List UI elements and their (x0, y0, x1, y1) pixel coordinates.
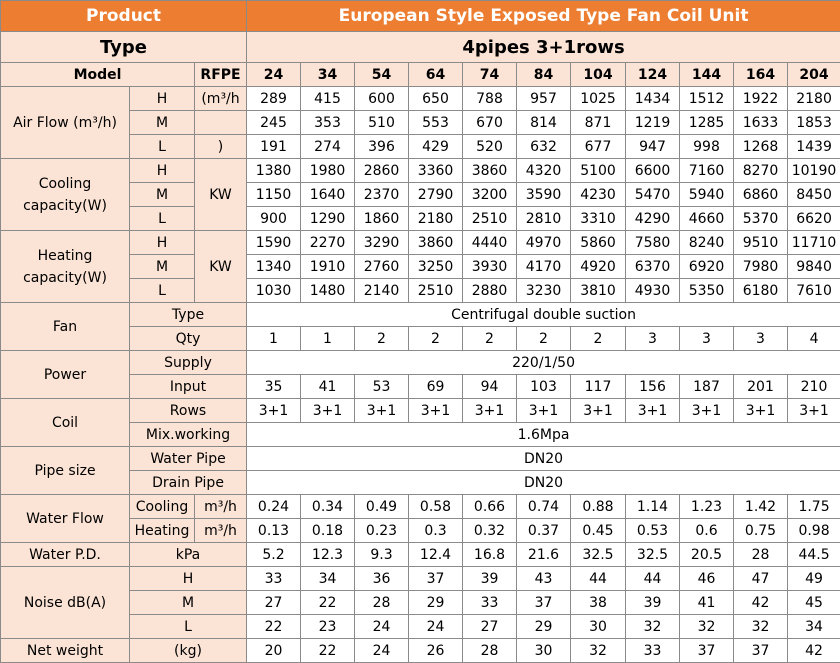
value-cell: 22 (301, 591, 355, 615)
value-cell: 3290 (355, 231, 409, 255)
value-cell: 0.66 (463, 495, 517, 519)
value-cell: 46 (680, 567, 734, 591)
value-cell: 27 (463, 615, 517, 639)
value-cell: 103 (517, 375, 571, 399)
value-cell: 3+1 (247, 399, 301, 423)
value-cell: 5.2 (247, 543, 301, 567)
model-cell: 74 (463, 63, 517, 87)
value-cell: 12.3 (301, 543, 355, 567)
value-cell: 3860 (463, 159, 517, 183)
type-label: Type (1, 32, 247, 63)
value-cell: 37 (680, 639, 734, 663)
drain-pipe-label: Drain Pipe (130, 471, 247, 495)
value-cell: 553 (409, 111, 463, 135)
value-cell: 11710 (788, 231, 840, 255)
value-cell: 32 (571, 639, 626, 663)
value-cell: 28 (355, 591, 409, 615)
value-cell: 39 (626, 591, 680, 615)
value-cell: 34 (788, 615, 840, 639)
value-cell: 27 (247, 591, 301, 615)
value-cell: 3+1 (734, 399, 788, 423)
value-cell: 2790 (409, 183, 463, 207)
value-cell: 6620 (788, 207, 840, 231)
value-cell: 9510 (734, 231, 788, 255)
level-label: M (130, 591, 247, 615)
level-label: M (130, 255, 195, 279)
value-cell: 998 (680, 135, 734, 159)
fan-qty-label: Qty (130, 327, 247, 351)
value-cell: 600 (355, 87, 409, 111)
unit-cell: kPa (130, 543, 247, 567)
value-cell: 2510 (409, 279, 463, 303)
coil-mix-label: Mix.working (130, 423, 247, 447)
value-cell: 957 (517, 87, 571, 111)
model-label: Model (1, 63, 195, 87)
type-value: 4pipes 3+1rows (247, 32, 840, 63)
value-cell: 0.24 (247, 495, 301, 519)
value-cell: 34 (301, 567, 355, 591)
value-cell: 32 (626, 615, 680, 639)
value-cell: 2880 (463, 279, 517, 303)
noise-label: Noise dB(A) (1, 567, 130, 639)
value-cell: 12.4 (409, 543, 463, 567)
level-label: L (130, 135, 195, 159)
value-cell: 5470 (626, 183, 680, 207)
value-cell: 1.14 (626, 495, 680, 519)
value-cell: 7580 (626, 231, 680, 255)
coil-label: Coil (1, 399, 130, 447)
value-cell: 24 (355, 615, 409, 639)
value-cell: 26 (409, 639, 463, 663)
value-cell: 2760 (355, 255, 409, 279)
power-supply-value: 220/1/50 (247, 351, 840, 375)
value-cell: 29 (517, 615, 571, 639)
value-cell: 3 (626, 327, 680, 351)
value-cell: 37 (517, 591, 571, 615)
value-cell: 8240 (680, 231, 734, 255)
value-cell: 0.23 (355, 519, 409, 543)
value-cell: 30 (571, 615, 626, 639)
value-cell: 22 (247, 615, 301, 639)
value-cell: 0.75 (734, 519, 788, 543)
value-cell: 32 (734, 615, 788, 639)
value-cell: 0.13 (247, 519, 301, 543)
level-label: H (130, 87, 195, 111)
value-cell: 6370 (626, 255, 680, 279)
value-cell: 1640 (301, 183, 355, 207)
value-cell: 53 (355, 375, 409, 399)
value-cell: 117 (571, 375, 626, 399)
net-weight-label: Net weight (1, 639, 130, 663)
model-unit-label: RFPE (195, 63, 247, 87)
value-cell: 8270 (734, 159, 788, 183)
coil-mix-value: 1.6Mpa (247, 423, 840, 447)
value-cell: 3250 (409, 255, 463, 279)
value-cell: 1853 (788, 111, 840, 135)
value-cell: 8450 (788, 183, 840, 207)
value-cell: 4320 (517, 159, 571, 183)
value-cell: 47 (734, 567, 788, 591)
label-line: capacity(W) (23, 269, 107, 286)
value-cell: 42 (788, 639, 840, 663)
water-flow-label: Water Flow (1, 495, 130, 543)
value-cell: 5940 (680, 183, 734, 207)
value-cell: 3860 (409, 231, 463, 255)
value-cell: 37 (734, 639, 788, 663)
value-cell: 29 (409, 591, 463, 615)
coil-rows-label: Rows (130, 399, 247, 423)
value-cell: 3+1 (788, 399, 840, 423)
value-cell: 2370 (355, 183, 409, 207)
value-cell: 28 (734, 543, 788, 567)
value-cell: 947 (626, 135, 680, 159)
value-cell: 4170 (517, 255, 571, 279)
value-cell: 415 (301, 87, 355, 111)
air-flow-label: Air Flow (m³/h) (1, 87, 130, 159)
value-cell: 21.6 (517, 543, 571, 567)
water-flow-mode-label: Heating (130, 519, 195, 543)
value-cell: 36 (355, 567, 409, 591)
value-cell: 670 (463, 111, 517, 135)
pipe-size-label: Pipe size (1, 447, 130, 495)
model-cell: 54 (355, 63, 409, 87)
value-cell: 3230 (517, 279, 571, 303)
value-cell: 7980 (734, 255, 788, 279)
value-cell: 274 (301, 135, 355, 159)
value-cell: 30 (517, 639, 571, 663)
value-cell: 0.45 (571, 519, 626, 543)
water-pipe-value: DN20 (247, 447, 840, 471)
value-cell: 4230 (571, 183, 626, 207)
value-cell: 2140 (355, 279, 409, 303)
value-cell: 24 (409, 615, 463, 639)
value-cell: 3590 (517, 183, 571, 207)
value-cell: 1439 (788, 135, 840, 159)
value-cell: 23 (301, 615, 355, 639)
value-cell: 4440 (463, 231, 517, 255)
value-cell: 2510 (463, 207, 517, 231)
value-cell: 44 (571, 567, 626, 591)
label-line: capacity(W) (23, 197, 107, 214)
value-cell: 2 (463, 327, 517, 351)
unit-cell: (m³/h (195, 87, 247, 111)
model-cell: 164 (734, 63, 788, 87)
value-cell: 900 (247, 207, 301, 231)
value-cell: 41 (301, 375, 355, 399)
value-cell: 0.37 (517, 519, 571, 543)
label-line: Cooling (38, 175, 92, 192)
power-supply-label: Supply (130, 351, 247, 375)
value-cell: 510 (355, 111, 409, 135)
value-cell: 1030 (247, 279, 301, 303)
product-title: European Style Exposed Type Fan Coil Unit (247, 1, 840, 32)
value-cell: 1434 (626, 87, 680, 111)
value-cell: 1922 (734, 87, 788, 111)
value-cell: 632 (517, 135, 571, 159)
value-cell: 3+1 (517, 399, 571, 423)
model-cell: 64 (409, 63, 463, 87)
level-label: L (130, 207, 195, 231)
value-cell: 396 (355, 135, 409, 159)
value-cell: 4970 (517, 231, 571, 255)
model-cell: 24 (247, 63, 301, 87)
value-cell: 0.58 (409, 495, 463, 519)
value-cell: 3360 (409, 159, 463, 183)
value-cell: 9840 (788, 255, 840, 279)
value-cell: 24 (355, 639, 409, 663)
value-cell: 1 (247, 327, 301, 351)
value-cell: 187 (680, 375, 734, 399)
value-cell: 3 (734, 327, 788, 351)
heating-capacity-label (1, 231, 130, 303)
model-cell: 84 (517, 63, 571, 87)
value-cell: 3+1 (680, 399, 734, 423)
value-cell: 1290 (301, 207, 355, 231)
level-label: M (130, 183, 195, 207)
value-cell: 0.6 (680, 519, 734, 543)
value-cell: 2 (517, 327, 571, 351)
value-cell: 1.23 (680, 495, 734, 519)
value-cell: 32 (680, 615, 734, 639)
value-cell: 3930 (463, 255, 517, 279)
value-cell: 32.5 (571, 543, 626, 567)
value-cell: 429 (409, 135, 463, 159)
value-cell: 4290 (626, 207, 680, 231)
value-cell: 6920 (680, 255, 734, 279)
value-cell: 1.75 (788, 495, 840, 519)
value-cell: 38 (571, 591, 626, 615)
value-cell: 2 (409, 327, 463, 351)
unit-cell: ) (195, 135, 247, 159)
level-label: H (130, 567, 247, 591)
value-cell: 1380 (247, 159, 301, 183)
value-cell: 4930 (626, 279, 680, 303)
value-cell: 1285 (680, 111, 734, 135)
value-cell: 35 (247, 375, 301, 399)
value-cell: 7610 (788, 279, 840, 303)
value-cell: 2 (355, 327, 409, 351)
value-cell: 2180 (409, 207, 463, 231)
value-cell: 2180 (788, 87, 840, 111)
value-cell: 0.98 (788, 519, 840, 543)
value-cell: 0.74 (517, 495, 571, 519)
value-cell: 1.42 (734, 495, 788, 519)
value-cell: 3+1 (571, 399, 626, 423)
value-cell: 1340 (247, 255, 301, 279)
value-cell: 3+1 (463, 399, 517, 423)
label-line: Heating (37, 247, 93, 264)
value-cell: 788 (463, 87, 517, 111)
fan-type-value: Centrifugal double suction (247, 303, 840, 327)
value-cell: 44 (626, 567, 680, 591)
value-cell: 1980 (301, 159, 355, 183)
value-cell: 0.3 (409, 519, 463, 543)
cooling-capacity-label (1, 159, 130, 231)
value-cell: 289 (247, 87, 301, 111)
value-cell: 44.5 (788, 543, 840, 567)
value-cell: 3310 (571, 207, 626, 231)
value-cell: 1512 (680, 87, 734, 111)
value-cell: 2810 (517, 207, 571, 231)
value-cell: 20 (247, 639, 301, 663)
unit-cell: m³/h (195, 519, 247, 543)
value-cell: 32.5 (626, 543, 680, 567)
value-cell: 0.88 (571, 495, 626, 519)
value-cell: 3+1 (355, 399, 409, 423)
value-cell: 1633 (734, 111, 788, 135)
value-cell: 3+1 (626, 399, 680, 423)
value-cell: 0.49 (355, 495, 409, 519)
water-pipe-label: Water Pipe (130, 447, 247, 471)
value-cell: 0.32 (463, 519, 517, 543)
value-cell: 1 (301, 327, 355, 351)
level-label: H (130, 231, 195, 255)
value-cell: 3+1 (409, 399, 463, 423)
value-cell: 41 (680, 591, 734, 615)
value-cell: 6180 (734, 279, 788, 303)
drain-pipe-value: DN20 (247, 471, 840, 495)
value-cell: 43 (517, 567, 571, 591)
value-cell: 20.5 (680, 543, 734, 567)
unit-cell (195, 111, 247, 135)
value-cell: 33 (463, 591, 517, 615)
value-cell: 245 (247, 111, 301, 135)
unit-cell: m³/h (195, 495, 247, 519)
value-cell: 1910 (301, 255, 355, 279)
value-cell: 1025 (571, 87, 626, 111)
value-cell: 201 (734, 375, 788, 399)
value-cell: 28 (463, 639, 517, 663)
model-cell: 144 (680, 63, 734, 87)
value-cell: 2270 (301, 231, 355, 255)
value-cell: 39 (463, 567, 517, 591)
value-cell: 3810 (571, 279, 626, 303)
value-cell: 650 (409, 87, 463, 111)
value-cell: 4 (788, 327, 840, 351)
value-cell: 16.8 (463, 543, 517, 567)
value-cell: 33 (247, 567, 301, 591)
unit-cell: KW (195, 231, 247, 303)
model-cell: 124 (626, 63, 680, 87)
model-cell: 204 (788, 63, 840, 87)
value-cell: 4660 (680, 207, 734, 231)
value-cell: 9.3 (355, 543, 409, 567)
value-cell: 156 (626, 375, 680, 399)
power-input-label: Input (130, 375, 247, 399)
value-cell: 0.53 (626, 519, 680, 543)
value-cell: 5100 (571, 159, 626, 183)
unit-cell: KW (195, 159, 247, 231)
model-cell: 104 (571, 63, 626, 87)
value-cell: 2860 (355, 159, 409, 183)
value-cell: 520 (463, 135, 517, 159)
value-cell: 10190 (788, 159, 840, 183)
value-cell: 33 (626, 639, 680, 663)
value-cell: 5860 (571, 231, 626, 255)
value-cell: 3+1 (301, 399, 355, 423)
model-cell: 34 (301, 63, 355, 87)
value-cell: 210 (788, 375, 840, 399)
value-cell: 1590 (247, 231, 301, 255)
value-cell: 69 (409, 375, 463, 399)
value-cell: 1219 (626, 111, 680, 135)
product-label: Product (1, 1, 247, 32)
value-cell: 45 (788, 591, 840, 615)
level-label: M (130, 111, 195, 135)
level-label: L (130, 279, 195, 303)
value-cell: 6600 (626, 159, 680, 183)
value-cell: 353 (301, 111, 355, 135)
value-cell: 1860 (355, 207, 409, 231)
value-cell: 49 (788, 567, 840, 591)
water-flow-mode-label: Cooling (130, 495, 195, 519)
power-label: Power (1, 351, 130, 399)
value-cell: 42 (734, 591, 788, 615)
value-cell: 5370 (734, 207, 788, 231)
value-cell: 1150 (247, 183, 301, 207)
value-cell: 3200 (463, 183, 517, 207)
value-cell: 0.18 (301, 519, 355, 543)
value-cell: 5350 (680, 279, 734, 303)
value-cell: 2 (571, 327, 626, 351)
level-label: L (130, 615, 247, 639)
value-cell: 94 (463, 375, 517, 399)
level-label: H (130, 159, 195, 183)
value-cell: 1480 (301, 279, 355, 303)
value-cell: 6860 (734, 183, 788, 207)
fan-type-label: Type (130, 303, 247, 327)
value-cell: 4920 (571, 255, 626, 279)
water-pd-label: Water P.D. (1, 543, 130, 567)
value-cell: 871 (571, 111, 626, 135)
value-cell: 0.34 (301, 495, 355, 519)
value-cell: 1268 (734, 135, 788, 159)
value-cell: 677 (571, 135, 626, 159)
unit-cell: (kg) (130, 639, 247, 663)
value-cell: 22 (301, 639, 355, 663)
value-cell: 3 (680, 327, 734, 351)
value-cell: 814 (517, 111, 571, 135)
value-cell: 37 (409, 567, 463, 591)
value-cell: 7160 (680, 159, 734, 183)
fan-label: Fan (1, 303, 130, 351)
value-cell: 191 (247, 135, 301, 159)
